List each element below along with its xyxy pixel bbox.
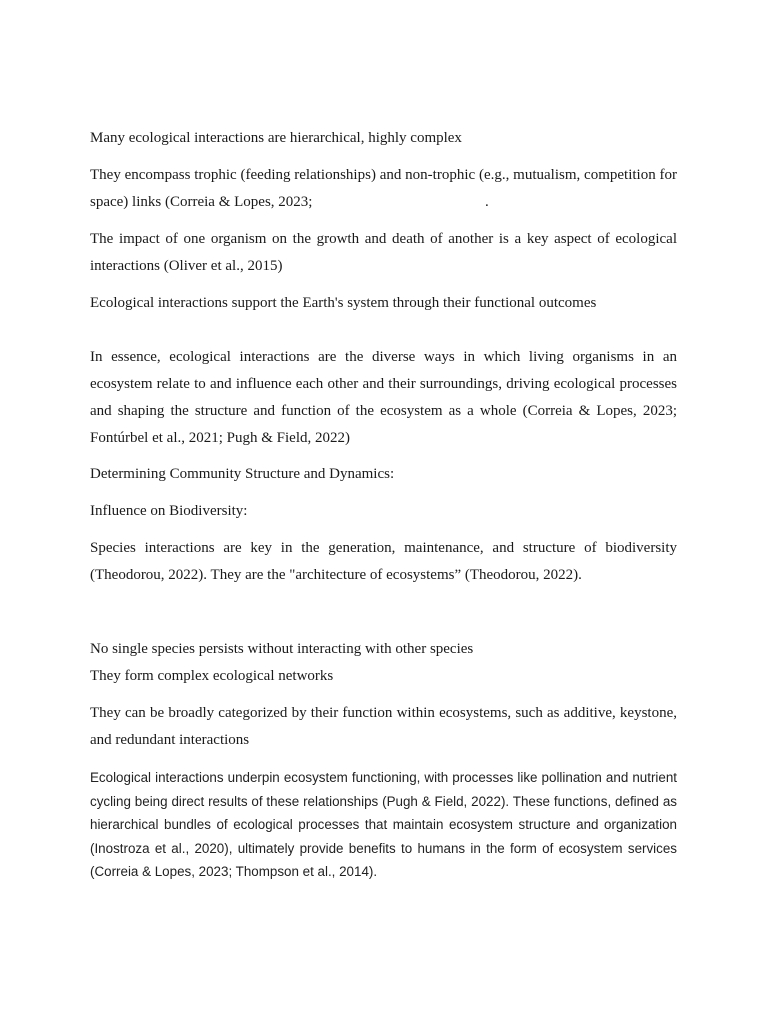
heading-community-structure: Determining Community Structure and Dynamics: [90, 466, 395, 482]
paragraph-earth-system-support: Ecological interactions support the Earth's system through their functional outcomes [90, 295, 597, 311]
paragraph-no-single-species: No single species persists without interacting with other species [90, 641, 474, 657]
heading-biodiversity: Influence on Biodiversity: [90, 503, 248, 519]
paragraph-species-interactions: Species interactions are key in the generation, maintenance, and structure of biodiversity (Theodorou, 2022). They are the "architecture of ecosystems” (Theodorou, 2022). [90, 540, 677, 583]
paragraph-organism-impact: The impact of one organism on the growth and death of another is a key aspect of ecological interactions (Oliver et al., 2015) [90, 231, 677, 274]
paragraph-trophic-links: They encompass trophic (feeding relationships) and non-trophic (e.g., mutualism, competition for space) links (Correia & Lopes, 2023; . [90, 167, 681, 210]
paragraph-categorized-function: They can be broadly categorized by their function within ecosystems, such as additive, keystone, and redundant interactions [90, 705, 677, 748]
paragraph-ecosystem-functioning: Ecological interactions underpin ecosystem functioning, with processes like pollination and nutrient cycling being direct results of these relationships (Pugh & Field, 2022). These functions, defined as hierarchical bundles of ecological processes that maintain ecosystem structure and organization (Inostroza et al., 2020), ultimately provide benefits to humans in the form of ecosystem services (Correia & Lopes, 2023; Thompson et al., 2014). [90, 770, 677, 880]
paragraph-hierarchical-interactions: Many ecological interactions are hierarchical, highly complex [90, 130, 462, 146]
paragraph-ecological-networks: They form complex ecological networks [90, 668, 334, 684]
paragraph-in-essence: In essence, ecological interactions are the diverse ways in which living organisms in an ecosystem relate to and influence each other and their surroundings, driving ecological processes and shaping the structure and function of the ecosystem as a whole (Correia & Lopes, 2023; Fontúrbel et al., 2021; Pugh & Field, 2022) [90, 349, 677, 446]
